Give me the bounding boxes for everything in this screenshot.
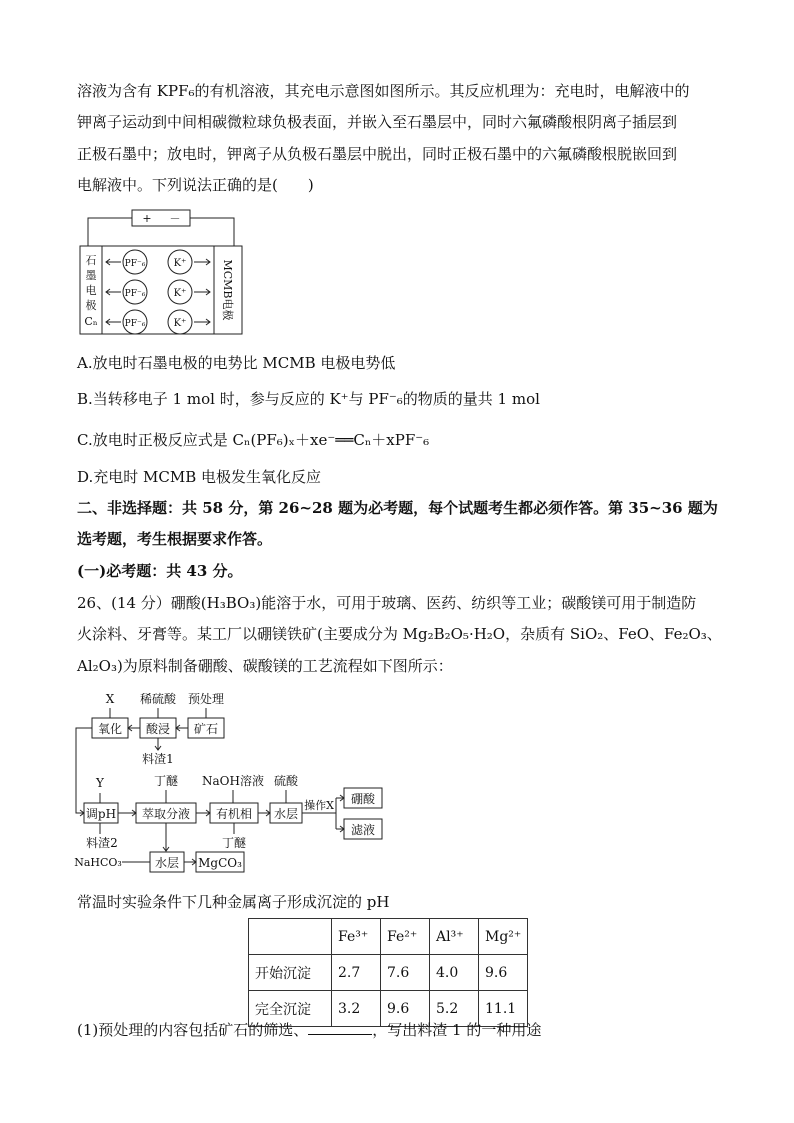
question-1-text: (1)预处理的内容包括矿石的筛选、	[77, 1021, 309, 1039]
anion-label: PF⁻₆	[124, 289, 146, 299]
table-cell: 7.6	[381, 955, 430, 991]
table-cell: 4.0	[430, 955, 479, 991]
intro-line-1: 溶液为含有 KPF₆的有机溶液，其充电示意图如图所示。其反应机理为：充电时，电解液中的	[77, 82, 690, 100]
left-electrode-char: 石	[85, 254, 97, 267]
negative-terminal: －	[169, 212, 181, 225]
table-cell: 开始沉淀	[249, 955, 332, 991]
anion-label: PF⁻₆	[124, 259, 146, 269]
intro-line-3: 正极石墨中；放电时，钾离子从负极石墨层中脱出，同时正极石墨中的六氟磷酸根脱嵌回到	[77, 145, 678, 163]
product-filtrate: 滤液	[350, 823, 376, 837]
reagent-dilute-acid: 稀硫酸	[139, 692, 177, 706]
reagent-sulfuric: 硫酸	[273, 774, 299, 788]
anion-label: PF⁻₆	[124, 319, 146, 329]
q26-line-3: Al₂O₃)为原料制备硼酸、碳酸镁的工艺流程如下图所示：	[77, 657, 453, 675]
residue-1: 料渣1	[142, 752, 174, 766]
table-header-cell: Al³⁺	[430, 919, 479, 955]
operation-x: 操作X	[304, 799, 334, 812]
step-ore: 矿石	[193, 722, 219, 736]
q26-line-2: 火涂料、牙膏等。某工厂以硼镁铁矿(主要成分为 Mg₂B₂O₅·H₂O，杂质有 SiO₂、FeO、Fe₂O₃、	[77, 625, 722, 643]
left-electrode-char: 极	[85, 299, 97, 312]
left-electrode-char: 电	[85, 284, 97, 297]
question-1	[77, 1019, 541, 1041]
question-1-text-tail: ，写出料渣 1 的一种用途	[372, 1021, 542, 1039]
step-aqueous: 水层	[273, 807, 299, 821]
step-adjust-ph: 调pH	[85, 807, 117, 821]
option-c: C.放电时正极反应式是 Cₙ(PF₆)ₓ＋xe⁻══Cₙ＋xPF⁻₆	[77, 431, 430, 449]
step-extract: 萃取分液	[141, 807, 191, 821]
step-oxidize: 氧化	[97, 722, 123, 736]
product-mgco3: MgCO₃	[198, 856, 242, 870]
table-cell: 9.6	[479, 955, 528, 991]
table-header-row	[249, 919, 528, 955]
reagent-y: Y	[96, 776, 104, 790]
step-organic-phase: 有机相	[215, 807, 253, 821]
reagent-x: X	[105, 692, 115, 706]
table-cell: 2.7	[332, 955, 381, 991]
option-b: B.当转移电子 1 mol 时，参与反应的 K⁺与 PF⁻₆的物质的量共 1 mol	[77, 390, 540, 408]
table-header-cell: Fe³⁺	[332, 919, 381, 955]
intro-line-4: 电解液中。下列说法正确的是( )	[77, 176, 314, 194]
step-acid-leach: 酸浸	[145, 722, 171, 736]
table-row	[249, 955, 528, 991]
option-a: A.放电时石墨电极的电势比 MCMB 电极电势低	[77, 354, 396, 372]
residue-2: 料渣2	[86, 836, 118, 850]
table-header-cell	[249, 919, 332, 955]
positive-terminal: +	[142, 212, 152, 225]
table-cell: 5.2	[430, 991, 479, 1027]
reagent-ether-2: 丁醚	[221, 836, 247, 850]
reagent-nahco3: NaHCO₃	[74, 856, 122, 869]
table-header-cell: Fe²⁺	[381, 919, 430, 955]
table-header-cell: Mg²⁺	[479, 919, 528, 955]
process-flow-diagram	[70, 686, 390, 878]
table-cell: 3.2	[332, 991, 381, 1027]
section-heading-2: 选考题，考生根据要求作答。	[77, 530, 273, 548]
section-heading-1: 二、非选择题：共 58 分，第 26~28 题为必考题，每个试题考生都必须作答。第 35~36 题为	[77, 499, 718, 517]
intro-line-2: 钾离子运动到中间相碳微粒球负极表面，并嵌入至石墨层中，同时六氟磷酸根阴离子插层到	[77, 113, 678, 131]
precipitation-ph-table	[248, 918, 528, 1027]
reagent-naoh: NaOH溶液	[202, 774, 264, 788]
table-cell: 11.1	[479, 991, 528, 1027]
answer-blank[interactable]	[308, 1020, 372, 1035]
left-electrode-char: Cₙ	[84, 315, 98, 328]
reagent-ether-1: 丁醚	[153, 774, 179, 788]
table-cell: 9.6	[381, 991, 430, 1027]
table-caption: 常温时实验条件下几种金属离子形成沉淀的 pH	[77, 893, 390, 911]
cation-label: K⁺	[173, 258, 187, 269]
cell-diagram	[76, 206, 246, 338]
option-d: D.充电时 MCMB 电极发生氧化反应	[77, 468, 322, 486]
cation-label: K⁺	[173, 288, 187, 299]
step-preprocess: 预处理	[187, 692, 225, 706]
table-cell: 完全沉淀	[249, 991, 332, 1027]
right-electrode-label: MCMB电极	[221, 259, 234, 321]
step-aqueous-2: 水层	[154, 856, 180, 870]
section-sub-heading: (一)必考题：共 43 分。	[77, 562, 243, 580]
q26-line-1: 26、(14 分）硼酸(H₃BO₃)能溶于水，可用于玻璃、医药、纺织等工业；碳酸镁可用于制造防	[77, 594, 697, 612]
product-boric-acid: 硼酸	[350, 792, 376, 806]
cation-label: K⁺	[173, 318, 187, 329]
left-electrode-char: 墨	[85, 269, 97, 282]
